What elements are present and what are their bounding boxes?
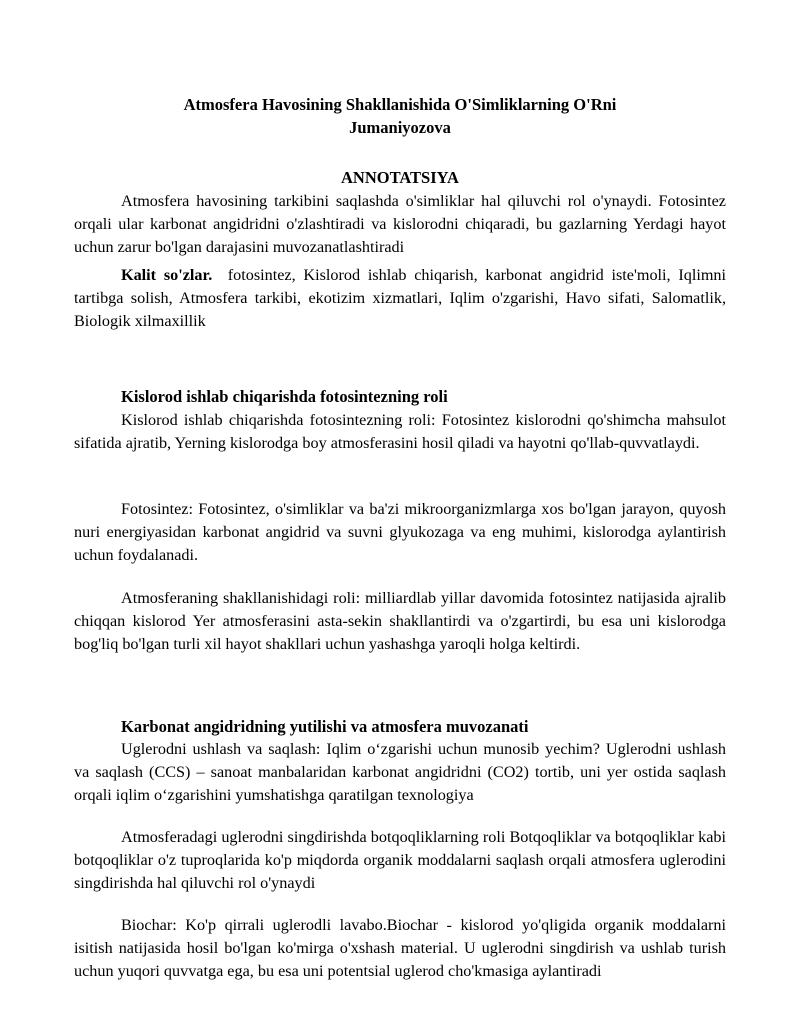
paragraph-text: Biochar: Ko'p qirrali uglerodli lavabo.Biochar - kislorod yo'qligida organik moddalarni isitish natijasida hosil bo'lgan ko'mirga o'xshash material. U uglerodni singdirish va ushlab turish uchun yuqori quvvatga ega, bu esa uni potentsial uglerod cho'kmasiga aylantiradi [74,916,726,980]
section-paragraph [74,738,726,807]
paragraph-text: Fotosintez: Fotosintez, o'simliklar va ba'zi mikroorganizmlarga xos bo'lgan jarayon, quyosh nuri energiyasidan karbonat angidrid va suvni glyukozaga va eng muhimi, kislorodga aylantirish uchun foydalanadi. [74,500,726,564]
paragraph-text: Atmosferadagi uglerodni singdirishda botqoqliklarning roli Botqoqliklar va botqoqliklar kabi botqoqliklar o'z tuproqlarida ko'p miqdorda organik moddalarni saqlash orqali atmosfera uglerodini singdirishda hal qiluvchi rol o'ynaydi [74,828,726,892]
abstract-heading: ANNOTATSIYA [341,168,459,187]
keywords-text: fotosintez, Kislorod ishlab chiqarish, karbonat angidrid iste'moli, Iqlimni tartibga solish, Atmosfera tarkibi, ekotizim xizmatlari, Iqlim o'zgarishi, Havo sifati, Salomatlik, Biologik xilmaxillik [74,266,727,330]
section-heading: Karbonat angidridning yutilishi va atmosfera muvozanati [121,717,529,736]
paragraph-text: Atmosferaning shakllanishidagi roli: milliardlab yillar davomida fotosintez natijasida ajralib chiqqan kislorod Yer atmosferasini asta-sekin shakllantirdi va o'zgartirdi, bu esa uni kislorodga bog'liq bo'lgan turli xil hayot shakllari uchun yashashga yaroqli holga keltirdi. [74,589,726,653]
paragraph-text: Kislorod ishlab chiqarishda fotosintezning roli: Fotosintez kislorodni qo'shimcha mahsulot sifatida ajratib, Yerning kislorodga boy atmosferasini hosil qiladi va hayotni qo'llab-quvvatlaydi. [74,411,726,452]
section-paragraph [74,914,726,983]
abstract-text: Atmosfera havosining tarkibini saqlashda o'simliklar hal qiluvchi rol o'ynaydi. Fotosintez orqali ular karbonat angidridni o'zlashtiradi va kislorodni chiqaradi, bu gazlarning Yerdagi hayot uchun zarur bo'lgan darajasini muvozanatlashtiradi [74,192,726,256]
document-title: Atmosfera Havosining Shakllanishida O'Simliklarning O'Rni [183,95,617,114]
section-paragraph [74,409,726,455]
section-paragraph [74,587,726,656]
abstract-paragraph [74,190,726,259]
section-paragraph [74,826,726,895]
keywords-paragraph [74,264,726,333]
section-paragraph [74,498,726,567]
paragraph-text: Uglerodni ushlash va saqlash: Iqlim oʻzgarishi uchun munosib yechim? Uglerodni ushlash va saqlash (CCS) – sanoat manbalaridan karbonat angidridni (CO2) tortib, uni yer ostida saqlash orqali iqlim oʻzgarishini yumshatishga qaratilgan texnologiya [74,740,726,804]
keywords-label: Kalit so'zlar. [121,266,213,284]
section-heading: Kislorod ishlab chiqarishda fotosintezning roli [121,387,448,406]
author-name: Jumaniyozova [349,118,451,137]
